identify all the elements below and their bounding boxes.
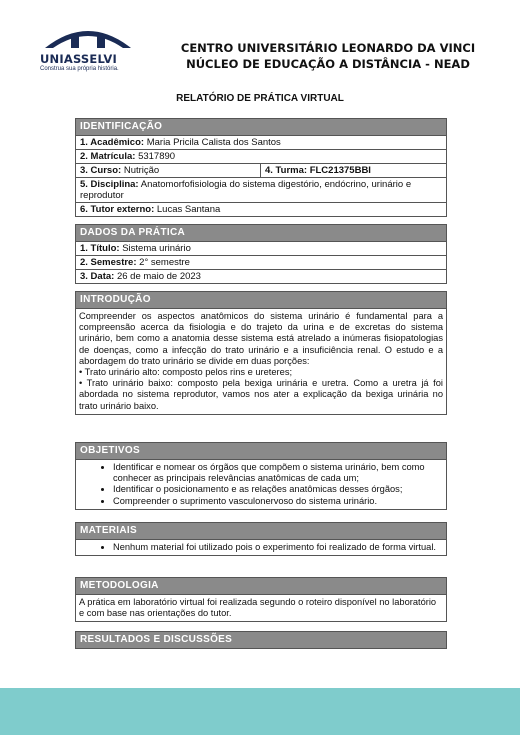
resultados-title: RESULTADOS E DISCUSSÕES [76,632,446,648]
introducao-p1: Compreender os aspectos anatômicos do sistema urinário é fundamental para a compreensão acerca da fisiologia e do trajeto da urina e de excretas do sistema urinário, bem como a anatomia desse sistema está atrelado a inúmeras fisiopatologias de doenças, como a infecção do trato urinário e a insuficiência renal. O estudo e a abordagem do trato urinário se divide em duas porções: [79,311,443,366]
dados-section [75,224,447,284]
disciplina-row: 5. Disciplina: Anatomorfofisiologia do sistema digestório, endócrino, urinário e reprodutor [76,177,446,202]
metodologia-title: METODOLOGIA [76,578,446,594]
curso-cell: 3. Curso: Nutrição [76,164,261,177]
objetivo-item: • Compreender o suprimento vasculonervoso do sistema urinário. [113,496,443,507]
materiais-title: MATERIAIS [76,523,446,539]
introducao-section [75,291,447,415]
objetivos-list-box [76,459,446,509]
uniasselvi-logo [40,22,140,72]
header-line1: CENTRO UNIVERSITÁRIO LEONARDO DA VINCI [180,41,476,55]
institution-header [178,40,478,72]
introducao-text [76,308,446,414]
matricula-row: 2. Matrícula: 5317890 [76,149,446,163]
identificacao-title: IDENTIFICAÇÃO [76,119,446,135]
logo-arch-icon [43,22,133,50]
curso-turma-row [76,163,446,177]
objetivo-item: • Identificar o posicionamento e as relações anatômicas desses órgãos; [113,484,443,495]
objetivos-title: OBJETIVOS [76,443,446,459]
data-row: 3. Data: 26 de maio de 2023 [76,269,446,283]
material-item: • Nenhum material foi utilizado pois o experimento foi realizado de forma virtual. [113,542,443,553]
materiais-section [75,522,447,556]
objetivo-item: • Identificar e nomear os órgãos que compõem o sistema urinário, bem como conhecer as principais relevâncias anatômicas de cada um; [113,462,443,484]
introducao-p2: • Trato urinário alto: composto pelos rins e ureteres; [79,367,293,378]
footer-band [0,688,520,735]
header-line2: NÚCLEO DE EDUCAÇÃO A DISTÂNCIA - NEAD [186,57,470,71]
tutor-row: 6. Tutor externo: Lucas Santana [76,202,446,216]
logo-tagline: Construa sua própria história. [40,66,119,72]
resultados-section [75,631,447,649]
materiais-list [79,542,443,553]
report-title: RELATÓRIO DE PRÁTICA VIRTUAL [176,93,344,104]
objetivos-list [79,462,443,507]
dados-title: DADOS DA PRÁTICA [76,225,446,241]
metodologia-section [75,577,447,622]
introducao-title: INTRODUÇÃO [76,292,446,308]
academico-row: 1. Acadêmico: Maria Pricila Calista dos Santos [76,135,446,149]
logo-name: UNIASSELVI [40,52,117,66]
materiais-list-box [76,539,446,555]
identificacao-section [75,118,447,217]
titulo-row: 1. Título: Sistema urinário [76,241,446,255]
metodologia-text: A prática em laboratório virtual foi realizada segundo o roteiro disponível no laboratório e com base nas orientações do tutor. [76,594,446,621]
turma-cell: 4. Turma: FLC21375BBI [265,165,371,176]
introducao-p3: • Trato urinário baixo: composto pela bexiga urinária e uretra. Como a uretra já foi abordada no sistema reprodutor, vamos nos ater a explicação da bexiga urinária no trato urinário baixo. [79,378,443,411]
objetivos-section [75,442,447,510]
semestre-row: 2. Semestre: 2° semestre [76,255,446,269]
